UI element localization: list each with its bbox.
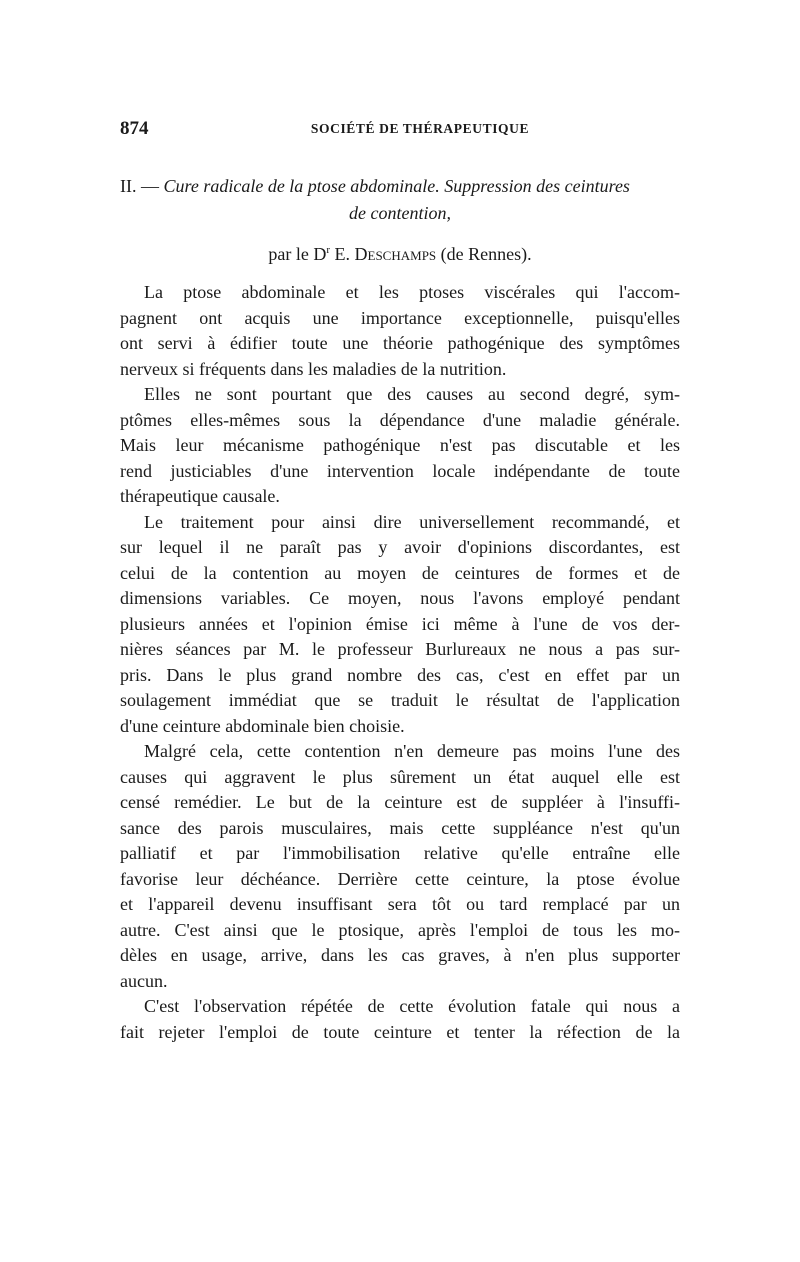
- text-line: thérapeutique causale.: [120, 486, 280, 506]
- text-line: favorise leur déchéance. Derrière cette ceinture, la ptose évolue: [120, 868, 680, 889]
- text-line: et l'appareil devenu insuffisant sera tôt ou tard remplacé par un: [120, 894, 680, 914]
- text-line: rend justiciables d'une intervention locale indépendante de toute: [120, 460, 680, 481]
- text-line: fait rejeter l'emploi de toute ceinture et tenter la réfection de la: [120, 1021, 680, 1042]
- author-title-sup: r: [326, 244, 331, 256]
- title-line-2: de contention,: [349, 203, 451, 223]
- text-line: Mais leur mécanisme pathogénique n'est pas discutable et les: [120, 435, 680, 455]
- text-line: La ptose abdominale et les ptoses viscérales qui l'accom-: [144, 282, 680, 302]
- author-suffix: (de Rennes).: [436, 244, 532, 264]
- text-line: Malgré cela, cette contention n'en demeure pas moins l'une des: [144, 741, 680, 761]
- text-line: sur lequel il ne paraît pas y avoir d'opinions discordantes, est: [120, 537, 680, 557]
- text-line: celui de la contention au moyen de ceintures de formes et de: [120, 562, 680, 583]
- paragraph: [120, 280, 680, 382]
- text-line: aucun.: [120, 970, 168, 991]
- page-header: [120, 118, 680, 142]
- text-line: causes qui aggravent le plus sûrement un état auquel elle est: [120, 766, 680, 787]
- text-line: plusieurs années et l'opinion émise ici même à l'une de vos der-: [120, 613, 680, 634]
- paragraph: [120, 739, 680, 994]
- paragraph: [120, 510, 680, 740]
- text-line: nerveux si fréquents dans les maladies de la nutrition.: [120, 358, 507, 379]
- author-line: [120, 237, 680, 268]
- text-line: dimensions variables. Ce moyen, nous l'avons employé pendant: [120, 588, 680, 608]
- text-line: Elles ne sont pourtant que des causes au second degré, sym-: [144, 384, 680, 404]
- text-line: autre. C'est ainsi que le ptosique, après l'emploi de tous les mo-: [120, 919, 680, 940]
- title-line-1: [120, 173, 680, 200]
- text-line: ont servi à édifier toute une théorie pathogénique des symptômes: [120, 333, 680, 353]
- author-prefix: par le D: [268, 244, 327, 264]
- text-line: censé remédier. Le but de la ceinture est de suppléer à l'insuffi-: [120, 792, 680, 812]
- paragraph: [120, 994, 680, 1045]
- section-numeral: II. —: [120, 176, 164, 196]
- text-line: d'une ceinture abdominale bien choisie.: [120, 715, 405, 736]
- article-body: [120, 280, 680, 1045]
- text-line: sance des parois musculaires, mais cette suppléance n'est qu'un: [120, 817, 680, 838]
- author-name: Deschamps: [354, 244, 437, 264]
- text-line: palliatif et par l'immobilisation relative qu'elle entraîne elle: [120, 843, 680, 863]
- paragraph: [120, 382, 680, 510]
- text-line: pris. Dans le plus grand nombre des cas, c'est en effet par un: [120, 664, 680, 685]
- text-line: Le traitement pour ainsi dire universellement recommandé, et: [144, 511, 680, 532]
- text-line: dèles en usage, arrive, dans les cas graves, à n'en plus supporter: [120, 945, 680, 965]
- running-head: SOCIÉTÉ DE THÉRAPEUTIQUE: [310, 121, 530, 136]
- author-initial: E.: [330, 244, 355, 264]
- page-number: 874: [120, 118, 149, 139]
- text-line: ptômes elles-mêmes sous la dépendance d'une maladie générale.: [120, 409, 680, 430]
- title-italic-1: Cure radicale de la ptose abdominale. Suppression des ceintures: [163, 176, 630, 196]
- text-line: soulagement immédiat que se traduit le résultat de l'application: [120, 690, 680, 710]
- article-title: [120, 173, 680, 227]
- text-line: nières séances par M. le professeur Burlureaux ne nous a pas sur-: [120, 639, 680, 659]
- text-line: C'est l'observation répétée de cette évolution fatale qui nous a: [144, 996, 680, 1016]
- text-line: pagnent ont acquis une importance exceptionnelle, puisqu'elles: [120, 307, 680, 328]
